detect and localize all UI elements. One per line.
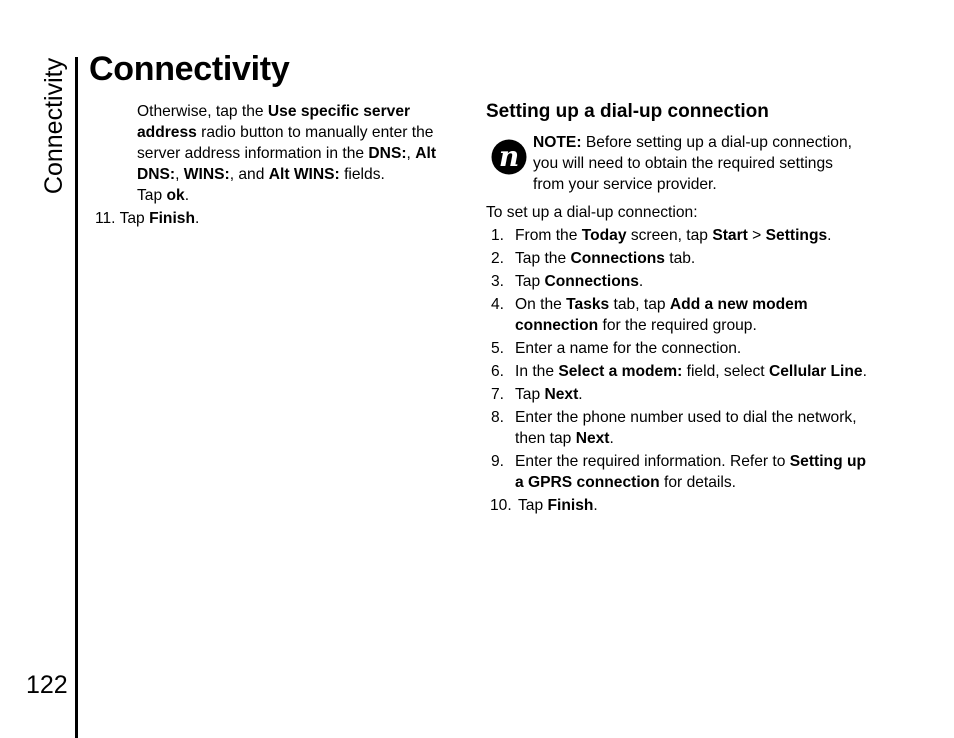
step-8: 8. Enter the phone number used to dial the network, then tap Next. (491, 409, 857, 447)
page-title: Connectivity (89, 50, 290, 88)
section-heading: Setting up a dial-up connection (486, 101, 769, 122)
side-rule (75, 57, 78, 738)
step-3: 3. Tap Connections. (491, 273, 644, 290)
svg-text:n: n (498, 140, 520, 173)
step-9: 9. Enter the required information. Refer to Setting up a GPRS connection for details. (491, 453, 866, 491)
note-text: NOTE: Before setting up a dial-up connection, you will need to obtain the required settings from your service provider. (533, 134, 852, 193)
step-4: 4. On the Tasks tab, tap Add a new modem connection for the required group. (491, 296, 808, 334)
step-6: 6. In the Select a modem: field, select Cellular Line. (491, 363, 867, 380)
page-number: 122 (26, 671, 68, 699)
step-10: 10. Tap Finish. (490, 497, 598, 514)
step-2: 2. Tap the Connections tab. (491, 250, 696, 267)
continuation-paragraph: Otherwise, tap the Use specific server address radio button to manually enter the server address information in the DNS:, Alt DNS:, WINS:, and Alt WINS: fields. (137, 103, 437, 183)
step-7: 7. Tap Next. (491, 386, 583, 403)
note-n-icon (491, 139, 527, 175)
step-10-continuation (137, 101, 467, 206)
procedure-steps (486, 225, 871, 518)
side-section-label: Connectivity (40, 57, 68, 195)
tap-ok-line: Tap ok. (137, 187, 190, 204)
step-5: 5. Enter a name for the connection. (491, 340, 742, 357)
procedure-intro: To set up a dial-up connection: (486, 204, 698, 221)
step-11: 11. Tap Finish. (95, 210, 200, 227)
step-1: 1. From the Today screen, tap Start > Settings. (491, 227, 832, 244)
